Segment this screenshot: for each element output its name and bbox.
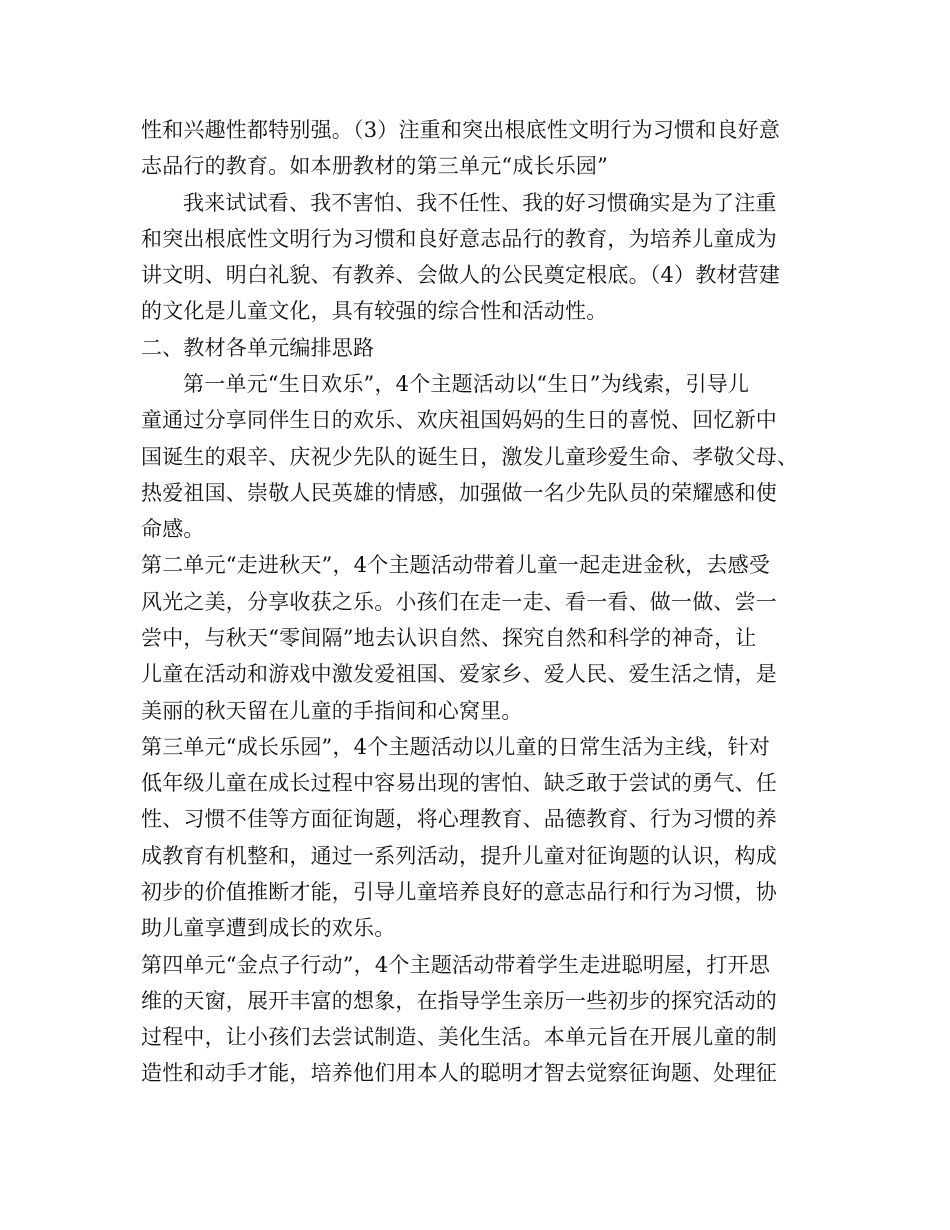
text-line: 美丽的秋天留在儿童的手指间和心窝里。 <box>141 699 523 723</box>
text-line: 低年级儿童在成长过程中容易出现的害怕、缺乏敢于尝试的勇气、任 <box>141 771 777 795</box>
paragraph-first-line: 第四单元“金点子行动”，4个主题活动带着学生走进聪明屋，打开思 <box>141 953 771 977</box>
text-line: 维的天窗，展开丰富的想象，在指导学生亲历一些初步的探究活动的 <box>141 989 777 1013</box>
text-line: 初步的价值推断才能，引导儿童培养良好的意志品行和行为习惯，协 <box>141 880 777 904</box>
text-line: 国诞生的艰辛、庆祝少先队的诞生日，激发儿童珍爱生命、孝敬父母、 <box>141 445 799 469</box>
paragraph-first-line: 第二单元“走进秋天”，4个主题活动带着儿童一起走进金秋，去感受 <box>141 553 771 577</box>
text-line: 志品行的教育。如本册教材的第三单元“成长乐园” <box>141 154 609 178</box>
text-line: 命感。 <box>141 517 205 541</box>
text-line: 助儿童享遭到成长的欢乐。 <box>141 916 396 940</box>
text-line: 造性和动手才能，培养他们用本人的聪明才智去觉察征询题、处理征 <box>141 1061 777 1085</box>
paragraph-first-line: 第一单元“生日欢乐”，4个主题活动以“生日”为线索，引导儿 <box>183 372 750 396</box>
text-line: 和突出根底性文明行为习惯和良好意志品行的教育，为培养儿童成为 <box>141 227 777 251</box>
paragraph-first-line: 第三单元“成长乐园”，4个主题活动以儿童的日常生活为主线，针对 <box>141 735 771 759</box>
text-line: 的文化是儿童文化，具有较强的综合性和活动性。 <box>141 299 608 323</box>
text-line: 性和兴趣性都特别强。（3）注重和突出根底性文明行为习惯和良好意 <box>141 118 781 142</box>
text-line: 成教育有机整和，通过一系列活动，提升儿童对征询题的认识，构成 <box>141 844 777 868</box>
paragraph-first-line: 我来试试看、我不害怕、我不任性、我的好习惯确实是为了注重 <box>183 191 777 215</box>
text-line: 儿童在活动和游戏中激发爱祖国、爱家乡、爱人民、爱生活之情，是 <box>141 662 777 686</box>
text-line: 童通过分享同伴生日的欢乐、欢庆祖国妈妈的生日的喜悦、回忆新中 <box>141 408 777 432</box>
text-line: 风光之美，分享收获之乐。小孩们在走一走、看一看、做一做、尝一 <box>141 590 777 614</box>
text-line: 尝中，与秋天“零间隔”地去认识自然、探究自然和科学的神奇，让 <box>141 626 757 650</box>
text-line: 讲文明、明白礼貌、有教养、会做人的公民奠定根底。（4）教材营建 <box>141 263 781 287</box>
text-line: 热爱祖国、崇敬人民英雄的情感，加强做一名少先队员的荣耀感和使 <box>141 481 777 505</box>
section-heading: 二、教材各单元编排思路 <box>141 336 375 360</box>
text-line: 性、习惯不佳等方面征询题，将心理教育、品德教育、行为习惯的养 <box>141 807 777 831</box>
text-line: 过程中，让小孩们去尝试制造、美化生活。本单元旨在开展儿童的制 <box>141 1025 777 1049</box>
